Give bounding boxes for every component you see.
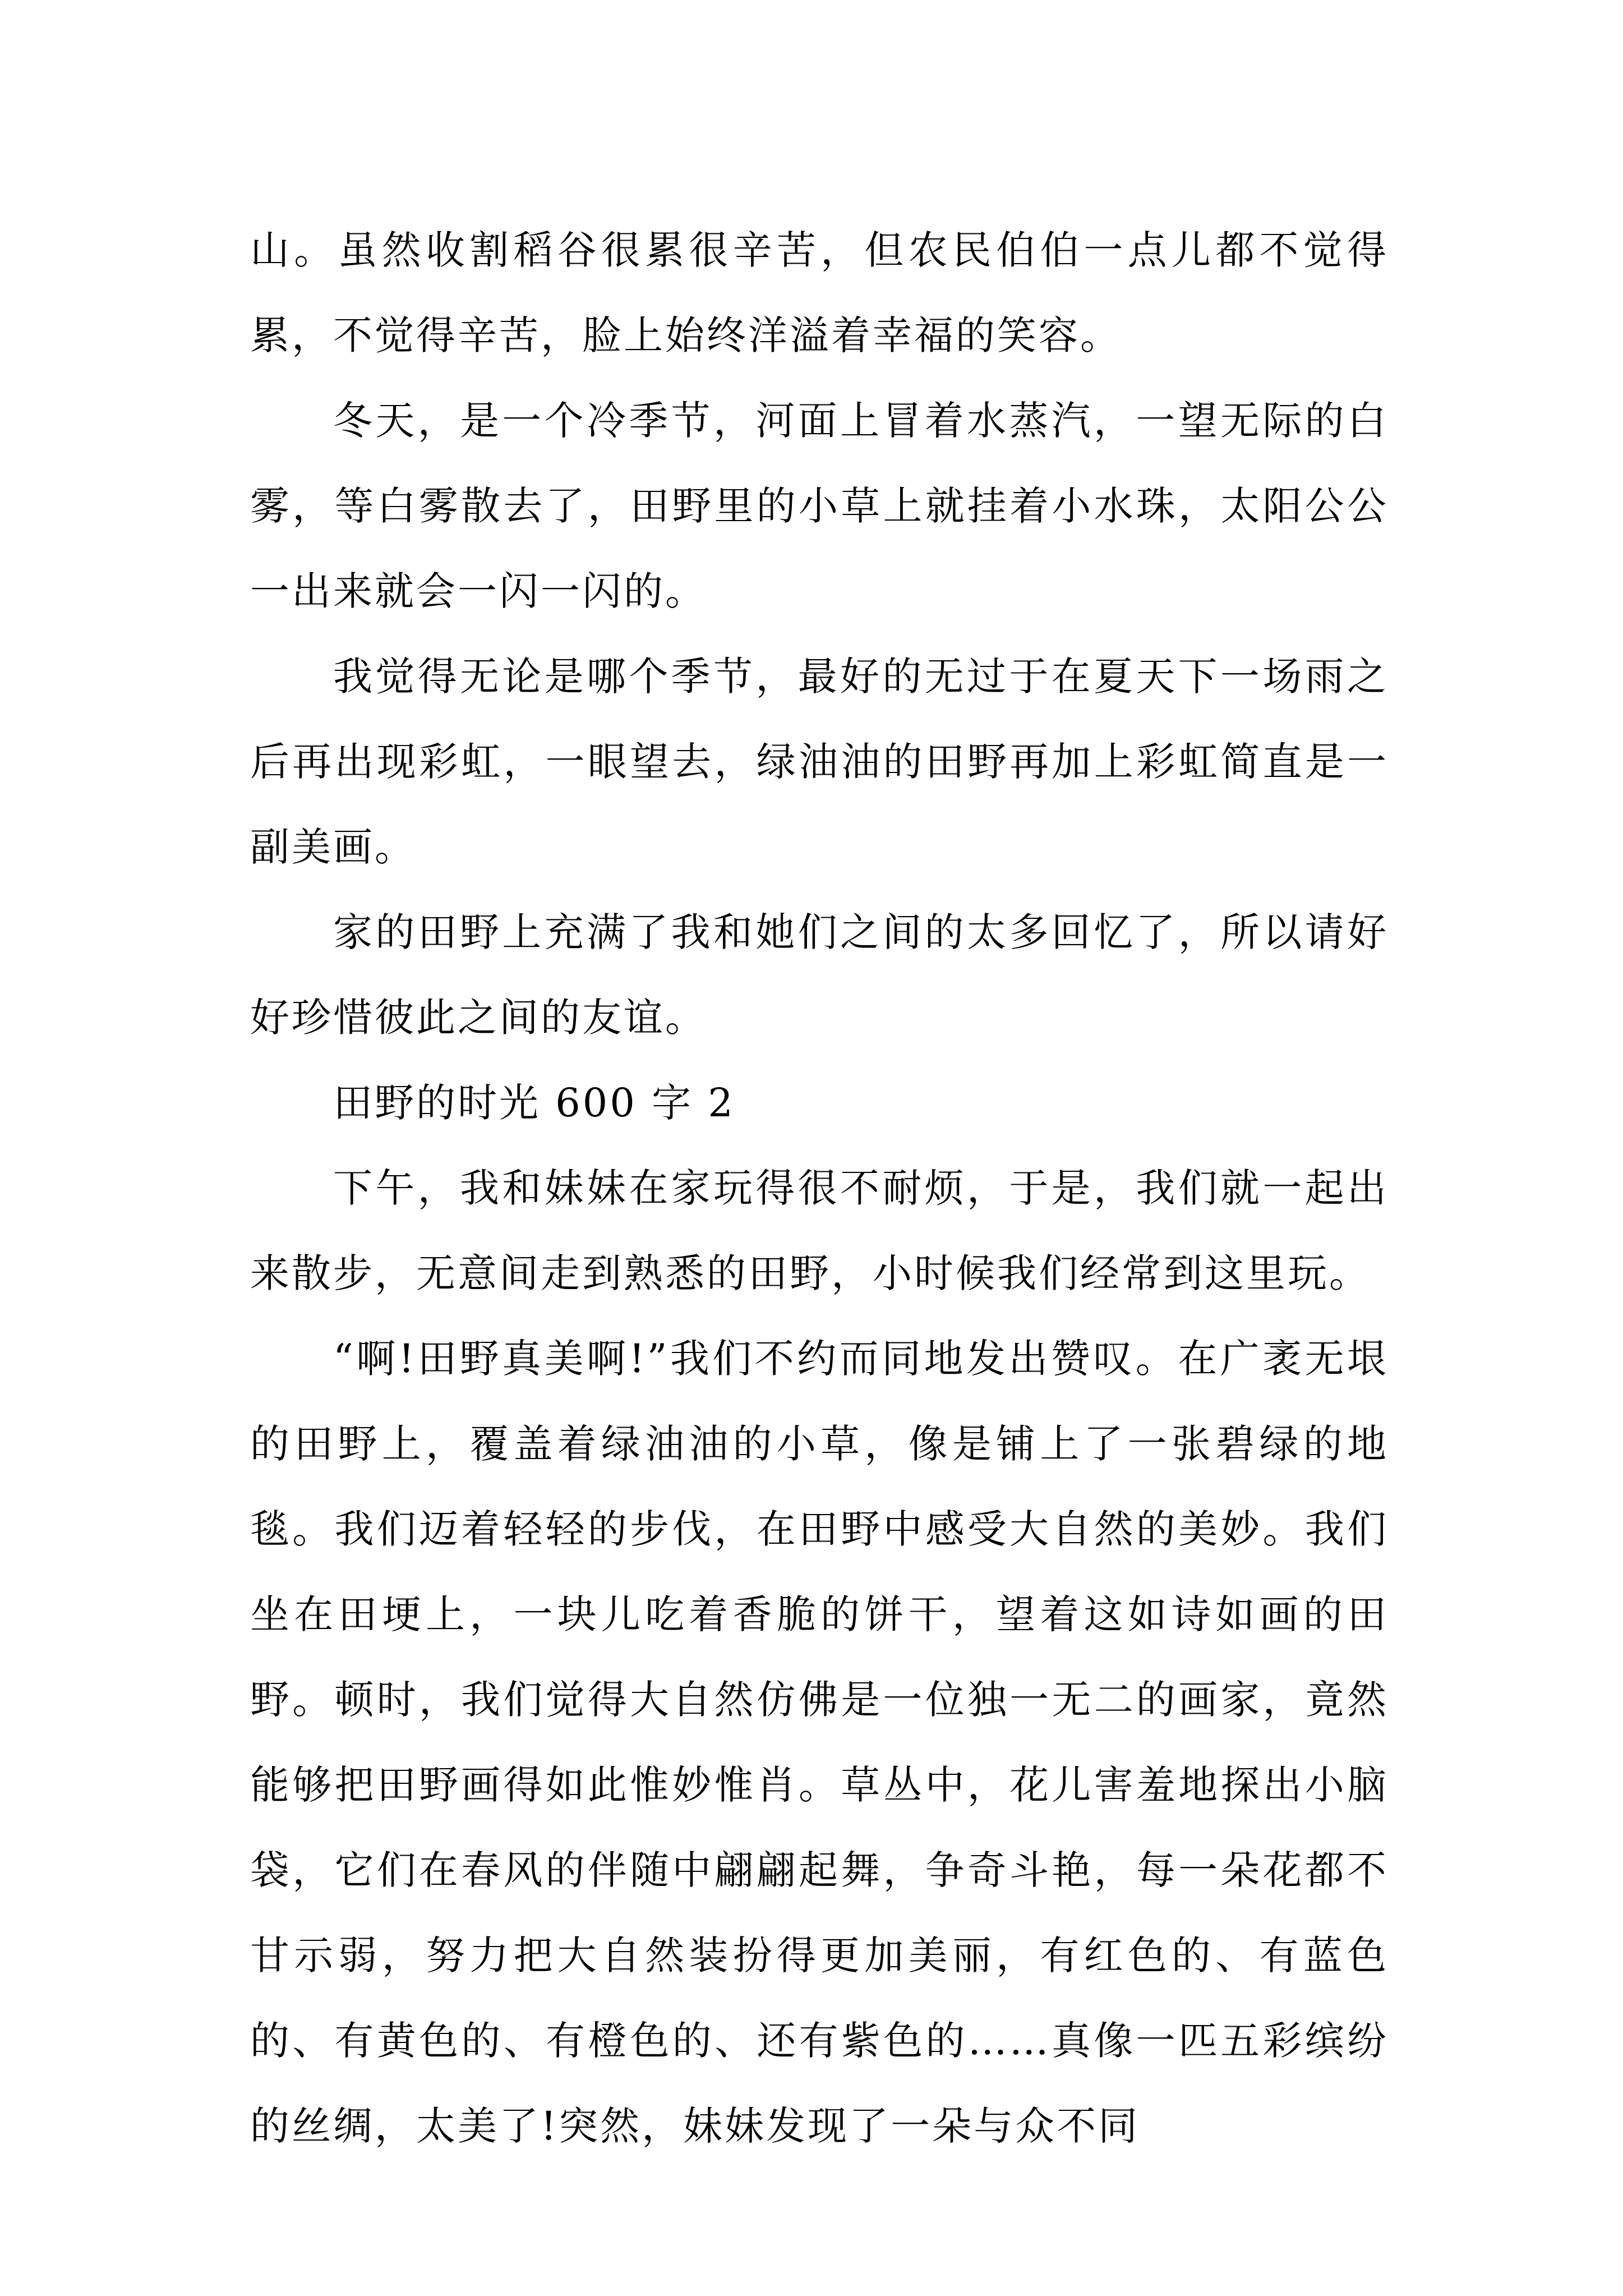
paragraph-6: “啊!田野真美啊!”我们不约而同地发出赞叹。在广袤无垠的田野上，覆盖着绿油油的小草，像是铺上了一张碧绿的地毯。我们迈着轻轻的步伐，在田野中感受大自然的美妙。我们坐在田埂上，一块儿吃着香脆的饼干，望着这如诗如画的田野。顿时，我们觉得大自然仿佛是一位独一无二的画家，竟然能够把田野画得如此惟妙惟肖。草丛中，花儿害羞地探出小脑袋，它们在春风的伴随中翩翩起舞，争奇斗艳，每一朵花都不甘示弱，努力把大自然装扮得更加美丽，有红色的、有蓝色的、有黄色的、有橙色的、还有紫色的……真像一匹五彩缤纷的丝绸，太美了!突然，妹妹发现了一朵与众不同	[250, 1336, 1389, 2149]
paragraph-3: 我觉得无论是哪个季节，最好的无过于在夏天下一场雨之后再出现彩虹，一眼望去，绿油油的田野再加上彩虹简直是一副美画。	[250, 654, 1389, 870]
document-body	[250, 208, 1389, 2169]
section-heading: 田野的时光 600 字 2	[333, 1080, 735, 1126]
paragraph-4: 家的田野上充满了我和她们之间的太多回忆了，所以请好好珍惜彼此之间的友谊。	[250, 909, 1389, 1041]
paragraph-5: 下午，我和妹妹在家玩得很不耐烦，于是，我们就一起出来散步，无意间走到熟悉的田野，小时候我们经常到这里玩。	[250, 1165, 1389, 1296]
paragraph-1: 山。虽然收割稻谷很累很辛苦，但农民伯伯一点儿都不觉得累，不觉得辛苦，脸上始终洋溢着幸福的笑容。	[250, 227, 1389, 358]
paragraph-2: 冬天，是一个冷季节，河面上冒着水蒸汽，一望无际的白雾，等白雾散去了，田野里的小草上就挂着小水珠，太阳公公一出来就会一闪一闪的。	[250, 398, 1389, 614]
